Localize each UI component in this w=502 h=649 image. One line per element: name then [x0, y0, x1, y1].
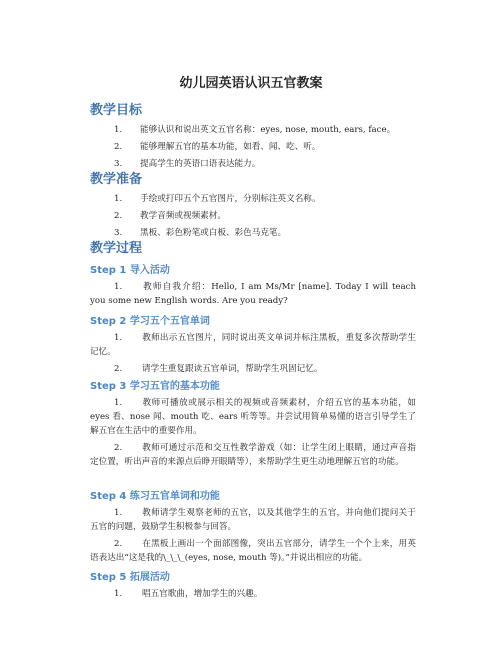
- list-number: 3.: [114, 228, 123, 238]
- list-number: 2.: [114, 211, 123, 221]
- list-item: [114, 209, 414, 223]
- step-heading: Step 4 练习五官单词和功能: [90, 491, 220, 502]
- step-paragraph: [90, 331, 416, 359]
- step-paragraph: [90, 280, 416, 308]
- section-heading: 教学准备: [90, 172, 143, 187]
- list-text: 能够理解五官的基本功能，如看、闻、吃、听。: [140, 142, 321, 152]
- list-item: [114, 157, 414, 171]
- list-number: 2.: [114, 443, 123, 453]
- step-paragraph: [90, 362, 416, 376]
- list-number: 1.: [114, 194, 123, 204]
- list-number: 1.: [114, 125, 123, 135]
- list-number: 1.: [114, 589, 123, 599]
- list-text: 唱五官歌曲，增加学生的兴趣。: [142, 589, 263, 599]
- step-paragraph: [90, 441, 416, 469]
- step-paragraph: [90, 396, 416, 438]
- list-text: 教师自我介绍：Hello, I am Ms/Mr [name]. Today I will teach you some new English words. Are you ready?: [90, 282, 416, 306]
- step-paragraph: [90, 506, 416, 534]
- list-item: [114, 192, 414, 206]
- list-text: 教师可通过示范和交互性教学游戏（如：让学生闭上眼睛，通过声音指定位置，听出声音的来源点后睁开眼睛等），来帮助学生更生动地理解五官的功能。: [90, 443, 416, 467]
- step-heading: Step 1 导入活动: [90, 265, 170, 276]
- page-title: 幼儿园英语认识五官教案: [179, 76, 323, 91]
- list-text: 提高学生的英语口语表达能力。: [140, 159, 261, 169]
- list-text: 手绘或打印五个五官图片，分别标注英文名称。: [140, 194, 321, 204]
- section-heading: 教学目标: [90, 103, 143, 118]
- list-text: 教师出示五官图片，同时说出英文单词并标注黑板，重复多次帮助学生记忆。: [90, 333, 416, 357]
- list-text: 教师可播放或展示相关的视频或音频素材，介绍五官的基本功能，如 eyes 看、nose 闻、mouth 吃、ears 听等等。并尝试用简单易懂的语言引导学生了解五官在生活中的重要作用。: [90, 398, 416, 436]
- list-text: 教学音频或视频素材。: [140, 211, 226, 221]
- list-item: [114, 226, 414, 240]
- list-item: [114, 140, 414, 154]
- section-heading: 教学过程: [90, 241, 143, 256]
- list-number: 1.: [114, 282, 123, 292]
- list-number: 1.: [114, 333, 123, 343]
- list-number: 1.: [114, 398, 123, 408]
- step-heading: Step 3 学习五官的基本功能: [90, 381, 220, 392]
- step-paragraph: [90, 537, 416, 565]
- list-number: 2.: [114, 142, 123, 152]
- list-text: 请学生重复跟读五官单词，帮助学生巩固记忆。: [142, 364, 323, 374]
- list-item: [114, 123, 414, 137]
- list-text: 在黑板上画出一个面部图像，突出五官部分，请学生一个个上来，用英语表达出“这是我的\_\_\_(eyes, nose, mouth 等)。”并说出相应的功能。: [90, 539, 416, 563]
- step-heading: Step 2 学习五个五官单词: [90, 316, 210, 327]
- step-paragraph: [90, 587, 416, 601]
- list-number: 2.: [114, 539, 123, 549]
- step-heading: Step 5 拓展活动: [90, 572, 170, 583]
- list-text: 教师请学生观察老师的五官，以及其他学生的五官，并向他们提问关于五官的问题，鼓励学生积极参与回答。: [90, 508, 416, 532]
- list-number: 1.: [114, 508, 123, 518]
- list-number: 2.: [114, 364, 123, 374]
- list-text: 黑板、彩色粉笔或白板、彩色马克笔。: [140, 228, 287, 238]
- list-number: 3.: [114, 159, 123, 169]
- list-text: 能够认识和说出英文五官名称：eyes, nose, mouth, ears, face。: [140, 125, 396, 135]
